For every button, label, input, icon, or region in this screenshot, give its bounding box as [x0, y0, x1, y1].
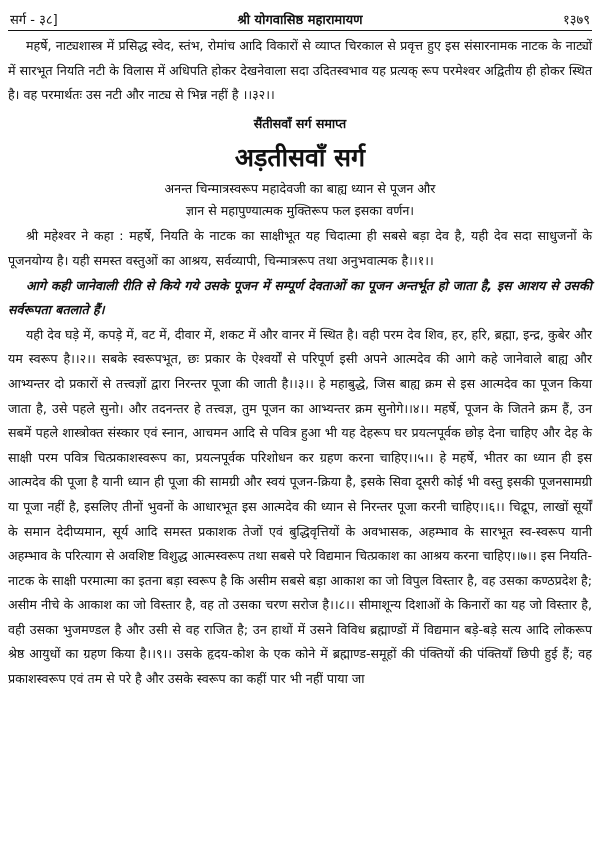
- summary-line-1: अनन्त चिन्मात्रस्वरूप महादेवजी का बाह्य ध्यान से पूजन और: [164, 181, 436, 197]
- chapter-marker: सर्ग - ३८]: [10, 13, 58, 28]
- paragraph-commentary: आगे कही जानेवाली रीति से किये गये उसके पूजन में सम्पूर्ण देवताओं का पूजन अन्तर्भूत हो जाता है, इस आशय से उसकी सर्वरूपता बतलाते हैं।: [8, 277, 592, 318]
- chapter-end-note: सैंतीसवाँ सर्ग समाप्त: [253, 115, 347, 131]
- paragraph-verse-1: श्री महेश्वर ने कहा : महर्षे, नियति के नाटक का साक्षीभूत यह चिदात्मा ही सबसे बड़ा देव है, यही देव सदा साधुजनों के पूजनयोग्य है। यही समस्त वस्तुओं का आश्रय, सर्वव्यापी, चिन्मात्ररूप तथा अनुभवात्मक है।।१।।: [8, 228, 592, 268]
- chapter-summary: [8, 178, 592, 222]
- paragraph-verse-32: महर्षे, नाट्यशास्त्र में प्रसिद्ध स्वेद, स्तंभ, रोमांच आदि विकारों से व्याप्त चिरकाल से प्रवृत्त हुए इस संसारनामक नाटक के नाट्यों में सारभूत नियति नटी के विलास में अधिपति होकर देखनेवाला सदा उदितस्वभाव यह प्रत्यक् रूप परमेश्वर अद्वितीय ही होकर स्थित है। वह परमार्थतः उस नटी और नाट्य से भिन्न नहीं है ।।३२।।: [8, 38, 592, 103]
- paragraph-verses-2-9: यही देव घड़े में, कपड़े में, वट में, दीवार में, शकट में और वानर में स्थित है। वही परम देव शिव, हर, हरि, ब्रह्मा, इन्द्र, कुबेर और यम स्वरूप है।।२।। सबके स्वरूपभूत, छः प्रकार के ऐश्वर्यों से परिपूर्ण इसी अपने आत्मदेव की आगे कहे जानेवाले बाह्य और आभ्यन्तर दो प्रकारों से तत्त्वज्ञों द्वारा निरन्तर पूजा की जाती है।।३।। हे महाबुद्धे, जिस बाह्य क्रम से इस आत्मदेव का पूजन किया जाता है, उसे पहले सुनो। और तदनन्तर हे तत्त्वज्ञ, तुम पूजन का आभ्यन्तर क्रम सुनोगे।।४।। महर्षे, पूजन के जितने क्रम हैं, उन सबमें पहले शास्त्रोक्त संस्कार एवं स्नान, आचमन आदि से पवित्र हुआ भी यह देहरूप घर प्रयत्नपूर्वक छोड़ देना चाहिए और देह के साक्षी परम पवित्र चित्प्रकाशस्वरूप का, प्रयत्नपूर्वक परिशोधन कर ग्रहण करना चाहिए।।५।। हे महर्षे, भीतर का ध्यान ही इस आत्मदेव की पूजा है यानी ध्यान ही पूजा की सामग्री और स्वयं पूजन-क्रिया है, इसके सिवा दूसरी कोई भी वस्तु इसकी पूजनसामग्री या पूजा नहीं है, इसलिए तीनों भुवनों के आधारभूत इस आत्मदेव की ध्यान से निरन्तर पूजा करनी चाहिए।।६।। चिद्रूप, लाखों सूर्यों के समान देदीप्यमान, सूर्य आदि समस्त प्रकाशक तेजों एवं बुद्धिवृत्तियों के अवभासक, अहम्भाव के सारभूत स्व-स्वरूप यानी अहम्भाव के परित्याग से अवशिष्ट विशुद्ध आत्मस्वरूप तथा सबसे परे विद्यमान चित्प्रकाश का आश्रय करना चाहिए।।७।। इस नियति-नाटक के साक्षी परमात्मा का इतना बड़ा स्वरूप है कि असीम सबसे बड़ा आकाश का जो विपुल विस्तार है, वह उसका कण्ठप्रदेश है; असीम नीचे के आकाश का जो विस्तार है, वह तो उसका चरण सरोज है।।८।। सीमाशून्य दिशाओं के किनारों का यह जो विस्तार है, वही उसका भुजमण्डल है और उसी से वह राजित है; उन हाथों में उसने विविध ब्रह्माण्डों में विद्यमान बड़े-बड़े सत्य आदि लोकरूप श्रेष्ठ आयुधों का ग्रहण किया है।।९।। उसके हृदय-कोश के एक कोने में ब्रह्माण्ड-समूहों की पंक्तियों की पंक्तियाँ छिपी हुई हैं; वह प्रकाशस्वरूप एवं तम से परे है और उसके स्वरूप का कहीं पार भी नहीं पाया जा: [8, 326, 592, 687]
- book-title: श्री योगवासिष्ठ महारामायण: [237, 13, 363, 28]
- page-number: १३७९: [562, 13, 590, 28]
- running-header: [8, 8, 592, 31]
- page-body: [8, 34, 592, 692]
- chapter-title: अड़तीसवाँ सर्ग: [234, 143, 366, 173]
- summary-line-2: ज्ञान से महापुण्यात्मक मुक्तिरूप फल इसका वर्णन।: [185, 203, 415, 219]
